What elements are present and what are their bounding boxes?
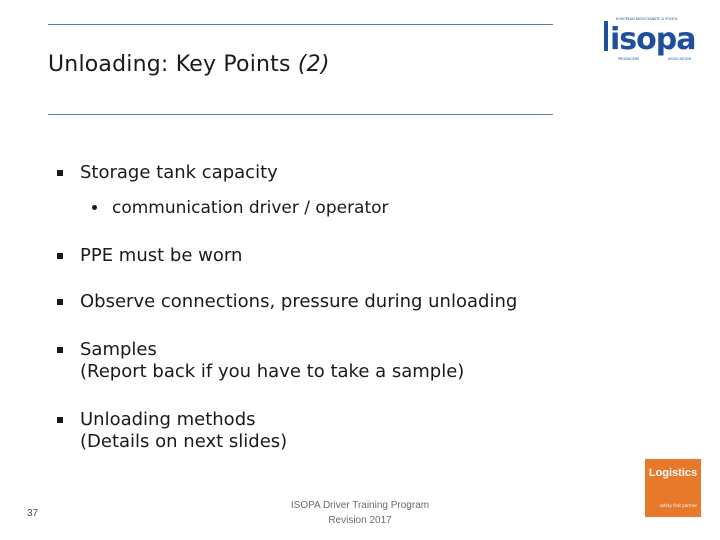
bullet-text: Storage tank capacity [80,162,278,183]
footer-line-2: Revision 2017 [328,515,392,526]
title-top-rule [48,24,553,25]
logo-tagline-left: PRODUCERS [618,57,640,61]
square-bullet-icon [57,299,63,305]
logo-wordmark: isopa [610,22,696,57]
footer-line-1: ISOPA Driver Training Program [290,500,430,511]
slide-title-suffix: (2) [297,52,330,77]
logistics-badge [645,459,701,517]
logo-tagline-top: EUROPEAN DIISOCYANATE & POLYOL [616,17,678,21]
logo-tagline-right: ASSOCIATION [668,57,691,61]
logistics-tagline: safety first partner [659,503,697,508]
bullet-text: Observe connections, pressure during unloading [80,291,518,312]
square-bullet-icon [57,347,63,353]
bullet-text: Samples (Report back if you have to take a sample) [80,339,465,382]
square-bullet-icon [57,417,63,423]
isopa-logo [604,14,700,64]
title-bottom-rule [48,114,553,115]
slide-title-main: Unloading: Key Points [48,52,298,77]
slide-title [48,52,330,77]
square-bullet-icon [57,170,63,176]
square-bullet-icon [57,253,63,259]
logistics-label: Logistics [648,467,698,479]
bullet-text: Unloading methods (Details on next slides) [80,409,288,452]
page-number: 37 [27,508,39,519]
slide-footer [265,498,455,528]
round-bullet-icon [92,205,97,210]
sub-bullet-text: communication driver / operator [112,198,389,218]
bullet-text: PPE must be worn [80,245,243,266]
